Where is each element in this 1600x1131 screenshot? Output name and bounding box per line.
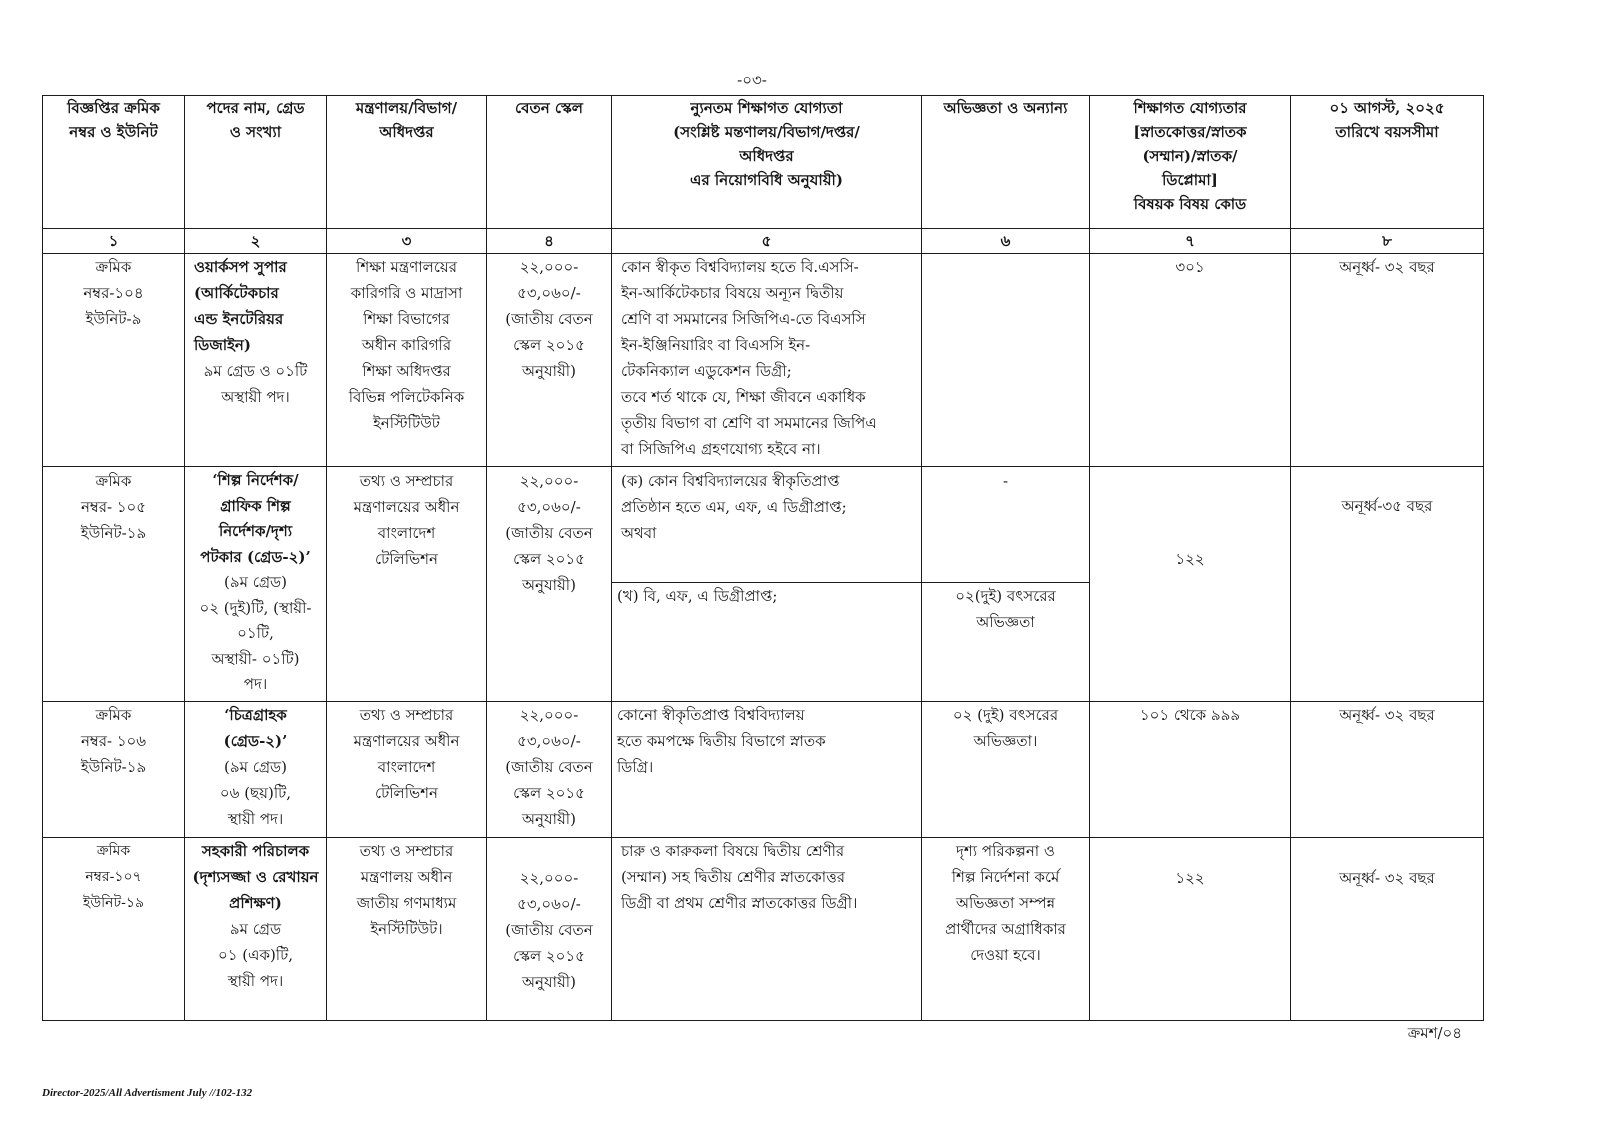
experience-text: দৃশ্য পরিকল্পনা ও শিল্প নির্দেশনা কর্মে অভিজ্ঞতা সম্পন্ন প্রার্থীদের অগ্রাধিকার দেওয়া হবে।: [945, 842, 1066, 964]
post-title: সহকারী পরিচালক (দৃশ্যসজ্জা ও রেখায়ন প্রশিক্ষণ): [192, 842, 319, 912]
experience-cell: [922, 254, 1090, 467]
table-row: [43, 254, 1484, 467]
continued-note: ক্রমশ/০৪: [1407, 1024, 1462, 1042]
post-details: ৯ম গ্রেড ও ০১টি অস্থায়ী পদ।: [203, 362, 308, 406]
pay-scale-text: ২২,০০০- ৫৩,০৬০/- (জাতীয় বেতন স্কেল ২০১৫ অনুযায়ী): [505, 869, 593, 991]
experience-cell-a: [922, 467, 1090, 583]
column-number-cell: [612, 229, 922, 254]
header-subject-code: [1090, 96, 1291, 229]
header-qualification: [612, 96, 922, 229]
table-row: [43, 838, 1484, 1021]
pay-scale-text: ২২,০০০- ৫৩,০৬০/- (জাতীয় বেতন স্কেল ২০১৫ অনুযায়ী): [505, 258, 593, 380]
qualification-text: কোনো স্বীকৃতিপ্রাপ্ত বিশ্ববিদ্যালয় হতে কমপক্ষে দ্বিতীয় বিভাগে স্নাতক ডিগ্রি।: [617, 706, 826, 776]
header-post-grade-count: [185, 96, 327, 229]
subject-code-text: ১০১ থেকে ৯৯৯: [1139, 706, 1241, 724]
header-text: অভিজ্ঞতা ও অন্যান্য: [943, 99, 1068, 117]
table-row: [43, 702, 1484, 838]
ministry-cell: [327, 702, 487, 838]
serial-text: ক্রমিক নম্বর-১০৭ ইউনিট-১৯: [82, 843, 145, 911]
pay-scale-cell: [487, 838, 612, 1021]
subject-code-text: ১২২: [1175, 869, 1205, 887]
header-text: পদের নাম, গ্রেড ও সংখ্যা: [206, 99, 305, 141]
age-limit-cell: [1291, 838, 1484, 1021]
header-serial-unit: [43, 96, 185, 229]
post-cell: [185, 838, 327, 1021]
subject-code-cell: [1090, 467, 1291, 702]
experience-text: ০২(দুই) বৎসরের অভিজ্ঞতা: [955, 587, 1056, 631]
ministry-text: শিক্ষা মন্ত্রণালয়ের কারিগরি ও মাদ্রাসা শিক্ষা বিভাগের অধীন কারিগরি শিক্ষা অধিদপ্তর বিভিন্ন পলিটেকনিক ইনস্টিটিউট: [348, 258, 465, 432]
pay-scale-cell: [487, 254, 612, 467]
qualification-text: (খ) বি, এফ, এ ডিগ্রীপ্রাপ্ত;: [617, 587, 778, 605]
subject-code-cell: [1090, 702, 1291, 838]
column-number-cell: [327, 229, 487, 254]
age-limit-text: অনূর্ধ্ব-৩৫ বছর: [1341, 497, 1433, 515]
column-number: ৮: [1382, 232, 1392, 250]
header-ministry: [327, 96, 487, 229]
column-number: ৬: [1000, 232, 1011, 250]
experience-text: ০২ (দুই) বৎসরের অভিজ্ঞতা।: [952, 706, 1059, 750]
experience-cell-b: [922, 583, 1090, 702]
post-title: ওয়ার্কসপ সুপার (আর্কিটেকচার এন্ড ইনটেরিয়র ডিজাইন): [194, 258, 287, 354]
table-row: [43, 467, 1484, 583]
column-number-cell: [487, 229, 612, 254]
column-number-cell: [1090, 229, 1291, 254]
column-number: ৩: [401, 232, 412, 250]
pay-scale-cell: [487, 702, 612, 838]
ministry-text: তথ্য ও সম্প্রচার মন্ত্রণালয়ের অধীন বাংলাদেশ টেলিভিশন: [353, 472, 460, 568]
column-number-row: [43, 229, 1484, 254]
ministry-text: তথ্য ও সম্প্রচার মন্ত্রণালয়ের অধীন বাংলাদেশ টেলিভিশন: [353, 706, 460, 802]
column-number: ২: [250, 232, 261, 250]
age-limit-text: অনূর্ধ্ব- ৩২ বছর: [1339, 258, 1435, 276]
age-limit-text: অনূর্ধ্ব- ৩২ বছর: [1339, 706, 1435, 724]
post-cell: [185, 702, 327, 838]
header-experience: [922, 96, 1090, 229]
header-text: বেতন স্কেল: [515, 99, 583, 117]
qualification-text: চারু ও কারুকলা বিষয়ে দ্বিতীয় শ্রেণীর (সম্মান) সহ দ্বিতীয় শ্রেণীর স্নাতকোত্তর ডিগ্রী বা প্রথম শ্রেণীর স্নাতকোত্তর ডিগ্রী।: [621, 842, 858, 912]
column-number: ৫: [761, 232, 772, 250]
post-details: ৯ম গ্রেড ০১ (এক)টি, স্থায়ী পদ।: [217, 920, 294, 990]
advertisement-table: [42, 95, 1484, 1021]
column-number-cell: [43, 229, 185, 254]
age-limit-cell: [1291, 467, 1484, 702]
serial-text: ক্রমিক নম্বর- ১০৬ ইউনিট-১৯: [80, 706, 147, 776]
post-title: ‘চিত্রগ্রাহক (গ্রেড-২)’: [223, 706, 288, 750]
qualification-cell: [612, 838, 922, 1021]
serial-cell: [43, 254, 185, 467]
pay-scale-text: ২২,০০০- ৫৩,০৬০/- (জাতীয় বেতন স্কেল ২০১৫ অনুযায়ী): [505, 472, 593, 594]
serial-cell: [43, 838, 185, 1021]
post-title: ‘শিল্প নির্দেশক/ গ্রাফিক শিল্প নির্দেশক/দৃশ্য পটকার (গ্রেড-২)’: [200, 471, 311, 566]
qualification-text: কোন স্বীকৃত বিশ্ববিদ্যালয় হতে বি.এসসি- ইন-আর্কিটেকচার বিষয়ে অন্যূন দ্বিতীয় শ্রেণি বা সমমানের সিজিপিএ-তে বিএসসি ইন-ইঞ্জিনিয়ারিং বা বিএসসি ইন- টেকনিক্যাল এডুকেশন ডিগ্রী; তবে শর্ত থাকে যে, শিক্ষা জীবনে একাধিক তৃতীয় বিভাগ বা শ্রেণি বা সমমানের জিপিএ বা সিজিপিএ গ্রহণযোগ্য হইবে না।: [621, 258, 877, 458]
header-age-limit: [1291, 96, 1484, 229]
age-limit-cell: [1291, 254, 1484, 467]
header-row: [43, 96, 1484, 229]
post-cell: [185, 467, 327, 702]
pay-scale-text: ২২,০০০- ৫৩,০৬০/- (জাতীয় বেতন স্কেল ২০১৫ অনুযায়ী): [505, 706, 593, 828]
subject-code-text: ১২২: [1175, 550, 1205, 568]
page-number: -০৩-: [737, 71, 767, 89]
ministry-text: তথ্য ও সম্প্রচার মন্ত্রণালয় অধীন জাতীয় গণমাধ্যম ইনস্টিটিউট।: [356, 842, 457, 938]
qualification-text: (ক) কোন বিশ্ববিদ্যালয়ের স্বীকৃতিপ্রাপ্ত প্রতিষ্ঠান হতে এম, এফ, এ ডিগ্রীপ্রাপ্ত; অথবা: [621, 472, 847, 542]
qualification-cell-b: [612, 583, 922, 702]
header-pay-scale: [487, 96, 612, 229]
serial-text: ক্রমিক নম্বর- ১০৫ ইউনিট-১৯: [80, 472, 147, 542]
ministry-cell: [327, 467, 487, 702]
column-number: ৪: [544, 232, 554, 250]
serial-cell: [43, 702, 185, 838]
post-details: (৯ম গ্রেড) ০২ (দুই)টি, (স্থায়ী- ০১টি, অস্থায়ী- ০১টি) পদ।: [199, 573, 312, 693]
subject-code-cell: [1090, 254, 1291, 467]
qualification-cell: [612, 702, 922, 838]
serial-text: ক্রমিক নম্বর-১০৪ ইউনিট-৯: [83, 258, 144, 328]
header-text: শিক্ষাগত যোগ্যতার [স্নাতকোত্তর/স্নাতক (সম্মান)/স্নাতক/ ডিপ্লোমা] বিষয়ক বিষয় কোড: [1133, 99, 1247, 213]
post-details: (৯ম গ্রেড) ০৬ (ছয়)টি, স্থায়ী পদ।: [219, 758, 292, 828]
header-text: ন্যুনতম শিক্ষাগত যোগ্যতা (সংশ্লিষ্ট মন্তণালয়/বিভাগ/দপ্তর/ অধিদপ্তর এর নিয়োগবিধি অনুযায়ী): [673, 99, 860, 189]
post-cell: [185, 254, 327, 467]
pay-scale-cell: [487, 467, 612, 702]
experience-cell: [922, 702, 1090, 838]
column-number-cell: [922, 229, 1090, 254]
column-number: ৭: [1185, 232, 1195, 250]
age-limit-cell: [1291, 702, 1484, 838]
column-number: ১: [108, 232, 119, 250]
age-limit-text: অনূর্ধ্ব- ৩২ বছর: [1339, 869, 1435, 887]
footer-reference: Director-2025/All Advertisment July //102-132: [42, 1087, 253, 1099]
header-text: মন্ত্রণালয়/বিভাগ/ অধিদপ্তর: [355, 99, 458, 141]
qualification-cell-a: [612, 467, 922, 583]
header-text: ০১ আগস্ট, ২০২৫ তারিখে বয়সসীমা: [1329, 99, 1445, 141]
header-text: বিজ্ঞপ্তির ক্রমিক নম্বর ও ইউনিট: [67, 99, 160, 141]
subject-code-text: ৩০১: [1175, 258, 1205, 276]
ministry-cell: [327, 254, 487, 467]
qualification-cell: [612, 254, 922, 467]
ministry-cell: [327, 838, 487, 1021]
subject-code-cell: [1090, 838, 1291, 1021]
column-number-cell: [185, 229, 327, 254]
column-number-cell: [1291, 229, 1484, 254]
experience-text: -: [1002, 472, 1009, 490]
experience-cell: [922, 838, 1090, 1021]
serial-cell: [43, 467, 185, 702]
